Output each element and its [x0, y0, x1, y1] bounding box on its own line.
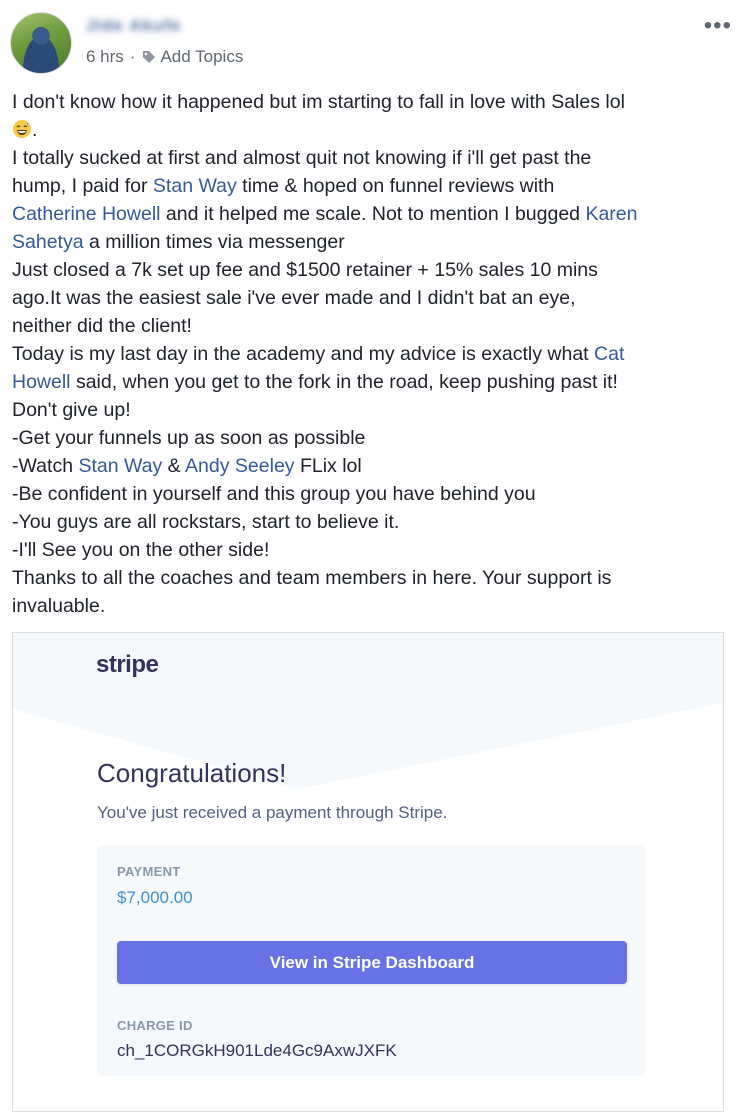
charge-id-label: CHARGE ID — [117, 1018, 193, 1033]
post-text-line: -I'll See you on the other side! — [12, 539, 270, 561]
post-text-segment: Today is my last day in the academy and my advice is exactly what — [12, 343, 595, 365]
post-text-segment: a million times via messenger — [83, 231, 345, 253]
payment-label: PAYMENT — [117, 864, 181, 879]
post-text-line: invaluable. — [12, 595, 106, 617]
post-text-line: Don't give up! — [12, 399, 131, 421]
mention-stan-way[interactable]: Stan Way — [78, 455, 163, 477]
post-text-line: neither did the client! — [12, 315, 192, 337]
grinning-sweat-emoji-icon — [12, 119, 32, 139]
mention-cat-howell[interactable]: Cat — [594, 343, 625, 365]
more-options-icon[interactable]: ••• — [703, 12, 732, 39]
view-stripe-dashboard-button[interactable]: View in Stripe Dashboard — [117, 941, 627, 984]
post-text-line: I totally sucked at first and almost quit not knowing if i'll get past the — [12, 147, 592, 169]
post-text-segment: hump, I paid for — [12, 175, 153, 197]
tag-icon — [141, 49, 157, 65]
post-text-line: -Get your funnels up as soon as possible — [12, 427, 366, 449]
post-timestamp[interactable]: 6 hrs — [86, 47, 124, 66]
post-text-segment: said, when you get to the fork in the road, keep pushing past it! — [70, 371, 618, 393]
post-header — [0, 0, 744, 80]
post-text-segment: FLix lol — [294, 455, 362, 477]
mention-cat-howell[interactable]: Howell — [12, 371, 71, 393]
add-topics-link[interactable]: Add Topics — [160, 47, 244, 66]
mention-karen-sahetya[interactable]: Sahetya — [12, 231, 84, 253]
post-text-line: Thanks to all the coaches and team members in here. Your support is — [12, 567, 612, 589]
post-text-line: . — [32, 119, 38, 141]
post-body — [12, 88, 736, 620]
payment-subline: You've just received a payment through Stripe. — [97, 803, 448, 822]
mention-karen-sahetya[interactable]: Karen — [585, 203, 638, 225]
post-text-segment: & — [162, 455, 186, 477]
stripe-logo: stripe — [96, 651, 159, 678]
post-text-line: Just closed a 7k set up fee and $1500 retainer + 15% sales 10 mins — [12, 259, 598, 281]
avatar[interactable] — [10, 12, 72, 74]
post-text-line: ago.It was the easiest sale i've ever made and I didn't bat an eye, — [12, 287, 576, 309]
post-meta — [86, 47, 243, 67]
mention-catherine-howell[interactable]: Catherine Howell — [12, 203, 161, 225]
post-text-line: -Be confident in yourself and this group you have behind you — [12, 483, 536, 505]
congratulations-heading: Congratulations! — [97, 758, 287, 788]
charge-id-value: ch_1CORGkH901Lde4Gc9AxwJXFK — [117, 1041, 397, 1060]
mention-andy-seeley[interactable]: Andy Seeley — [185, 455, 295, 477]
stripe-email-screenshot[interactable] — [12, 632, 724, 1112]
post-text-line: -You guys are all rockstars, start to believe it. — [12, 511, 400, 533]
meta-separator: · — [129, 47, 136, 66]
post-text-segment: and it helped me scale. Not to mention I bugged — [160, 203, 586, 225]
mention-stan-way[interactable]: Stan Way — [152, 175, 237, 197]
post-text-segment: time & hoped on funnel reviews with — [236, 175, 555, 197]
payment-amount: $7,000.00 — [117, 888, 193, 907]
payment-details-box — [97, 846, 645, 1076]
author-name[interactable]: Jide Akufe — [86, 16, 182, 35]
post-text-line: I don't know how it happened but im starting to fall in love with Sales lol — [12, 91, 625, 113]
post-text-segment: -Watch — [12, 455, 79, 477]
